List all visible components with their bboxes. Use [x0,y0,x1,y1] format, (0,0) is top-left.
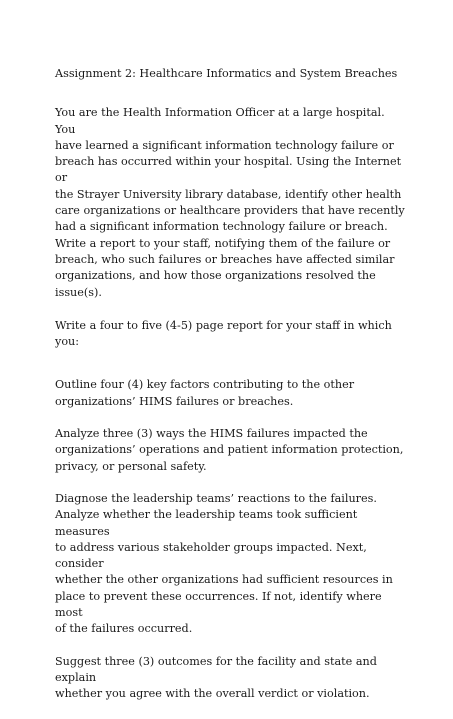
intro-paragraph: You are the Health Information Officer at a large hospital. You have learned a significant information technology failure or breach has occurred within your hospital. Using the Internet or the Strayer University library database, identify other health care organizations or healthcare providers that have recently had a significant information technology failure or breach. Write a report to your staff, notifying them of the failure or breach, who such failures or breaches have affected similar organizations, and how those organizations resolved the issue(s). [55,106,405,299]
requirement-paragraph: Outline four (4) key factors contributing to the other organizations’ HIMS failures or breaches. [55,378,355,408]
document-body [55,66,405,719]
requirement-paragraph: Analyze three (3) ways the HIMS failures impacted the organizations’ operations and patient information protection, privacy, or personal safety. [55,427,404,473]
instruction-paragraph: Write a four to five (4-5) page report for your staff in which you: [55,318,392,349]
requirement-paragraph: Suggest three (3) outcomes for the facility and state and explain whether you agree with the overall verdict or violation. [55,654,377,701]
requirement-paragraph: Diagnose the leadership teams’ reactions to the failures. Analyze whether the leadership teams took sufficient measures to address various stakeholder groups impacted. Next, consider whether the other organizations had sufficient resources in place to prevent these occurrences. If not, identify where most of the failures occurred. [55,491,393,636]
document-title: Assignment 2: Healthcare Informatics and System Breaches [55,67,398,80]
